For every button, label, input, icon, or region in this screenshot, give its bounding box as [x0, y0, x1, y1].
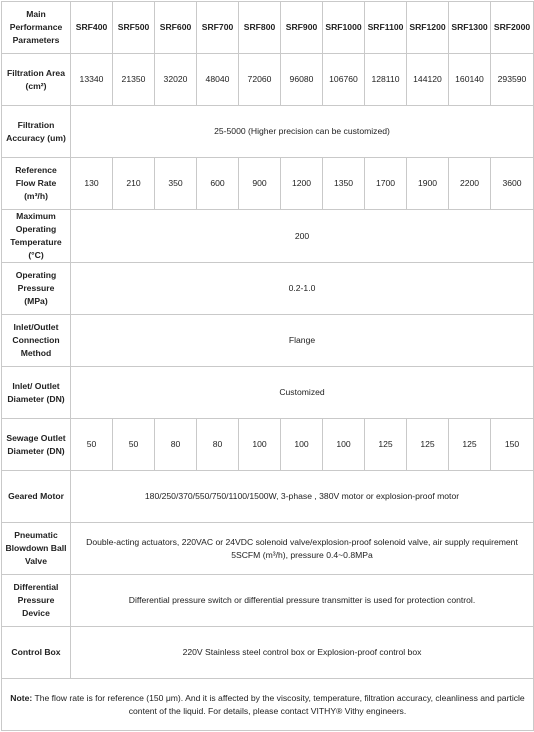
cell-value: 80 — [197, 419, 239, 471]
row-label: Sewage Outlet Diameter (DN) — [2, 419, 71, 471]
note-cell — [2, 679, 534, 731]
cell-value: 160140 — [449, 54, 491, 106]
cell-value: 100 — [239, 419, 281, 471]
cell-value: 1700 — [365, 158, 407, 210]
cell-value: 128110 — [365, 54, 407, 106]
note-row — [2, 679, 534, 731]
cell-value: 48040 — [197, 54, 239, 106]
model-header: SRF600 — [155, 2, 197, 54]
model-header: SRF1200 — [407, 2, 449, 54]
control-box-row — [2, 627, 534, 679]
cell-value: 72060 — [239, 54, 281, 106]
merged-value: 200 — [71, 210, 534, 263]
note-label: Note: — [10, 692, 33, 703]
cell-value: 125 — [365, 419, 407, 471]
merged-value: Differential pressure switch or differential pressure transmitter is used for protection control. — [71, 575, 534, 627]
model-header: SRF500 — [113, 2, 155, 54]
model-header: SRF1300 — [449, 2, 491, 54]
row-label: Inlet/ Outlet Diameter (DN) — [2, 367, 71, 419]
model-header: SRF400 — [71, 2, 113, 54]
header-row — [2, 2, 534, 54]
cell-value: 125 — [449, 419, 491, 471]
model-header: SRF1000 — [323, 2, 365, 54]
cell-value: 32020 — [155, 54, 197, 106]
row-label: Control Box — [2, 627, 71, 679]
cell-value: 130 — [71, 158, 113, 210]
cell-value: 50 — [71, 419, 113, 471]
merged-value: Double-acting actuators, 220VAC or 24VDC solenoid valve/explosion-proof solenoid valve, air supply requirement 5SCFM (m³/h), pressure 0.4~0.8MPa — [71, 523, 534, 575]
operating-pressure-row — [2, 263, 534, 315]
inlet-outlet-diameter-row — [2, 367, 534, 419]
row-label: Reference Flow Rate (m³/h) — [2, 158, 71, 210]
model-header: SRF2000 — [491, 2, 534, 54]
cell-value: 96080 — [281, 54, 323, 106]
reference-flow-row — [2, 158, 534, 210]
filtration-area-row — [2, 54, 534, 106]
row-label: Differential Pressure Device — [2, 575, 71, 627]
connection-method-row — [2, 315, 534, 367]
model-header: SRF1100 — [365, 2, 407, 54]
merged-value: 220V Stainless steel control box or Explosion-proof control box — [71, 627, 534, 679]
cell-value: 600 — [197, 158, 239, 210]
cell-value: 1900 — [407, 158, 449, 210]
cell-value: 2200 — [449, 158, 491, 210]
merged-value: 0.2-1.0 — [71, 263, 534, 315]
sewage-outlet-row — [2, 419, 534, 471]
cell-value: 350 — [155, 158, 197, 210]
diff-pressure-row — [2, 575, 534, 627]
cell-value: 21350 — [113, 54, 155, 106]
cell-value: 100 — [281, 419, 323, 471]
merged-value: 180/250/370/550/750/1100/1500W, 3-phase , 380V motor or explosion-proof motor — [71, 471, 534, 523]
cell-value: 1200 — [281, 158, 323, 210]
cell-value: 900 — [239, 158, 281, 210]
row-label: Pneumatic Blowdown Ball Valve — [2, 523, 71, 575]
merged-value: Customized — [71, 367, 534, 419]
cell-value: 100 — [323, 419, 365, 471]
max-temperature-row — [2, 210, 534, 263]
param-header: Main Performance Parameters — [2, 2, 71, 54]
cell-value: 3600 — [491, 158, 534, 210]
cell-value: 1350 — [323, 158, 365, 210]
cell-value: 106760 — [323, 54, 365, 106]
specification-table — [1, 1, 534, 731]
row-label: Inlet/Outlet Connection Method — [2, 315, 71, 367]
merged-value: 25-5000 (Higher precision can be customized) — [71, 106, 534, 158]
cell-value: 210 — [113, 158, 155, 210]
model-header: SRF700 — [197, 2, 239, 54]
row-label: Filtration Accuracy (um) — [2, 106, 71, 158]
row-label: Maximum Operating Temperature (°C) — [2, 210, 71, 263]
cell-value: 13340 — [71, 54, 113, 106]
cell-value: 293590 — [491, 54, 534, 106]
ball-valve-row — [2, 523, 534, 575]
cell-value: 125 — [407, 419, 449, 471]
cell-value: 150 — [491, 419, 534, 471]
cell-value: 80 — [155, 419, 197, 471]
row-label: Filtration Area (cm²) — [2, 54, 71, 106]
merged-value: Flange — [71, 315, 534, 367]
row-label: Operating Pressure (MPa) — [2, 263, 71, 315]
model-header: SRF800 — [239, 2, 281, 54]
note-text: The flow rate is for reference (150 μm). And it is affected by the viscosity, temperature, filtration accuracy, cleanliness and particle content of the liquid. For details, please contact VITHY® Vithy engineers. — [32, 692, 525, 716]
model-header: SRF900 — [281, 2, 323, 54]
filtration-accuracy-row — [2, 106, 534, 158]
row-label: Geared Motor — [2, 471, 71, 523]
cell-value: 144120 — [407, 54, 449, 106]
geared-motor-row — [2, 471, 534, 523]
cell-value: 50 — [113, 419, 155, 471]
